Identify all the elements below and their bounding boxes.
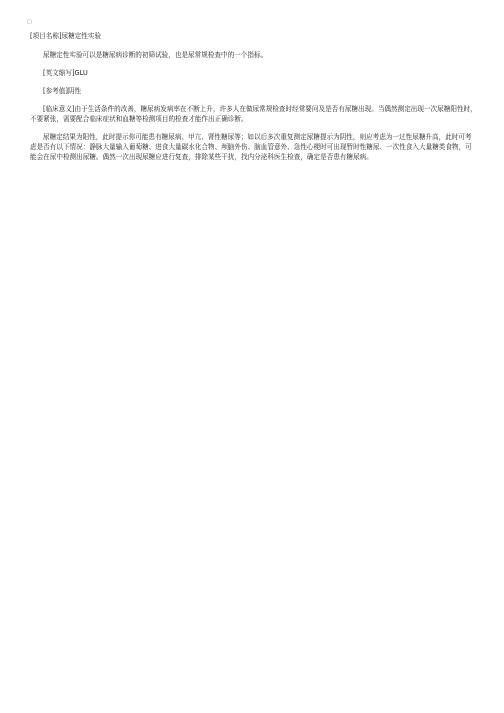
document-title: [项目名称]尿糖定性实验 bbox=[30, 32, 102, 40]
reference-value-line: [参考值]阴性 bbox=[43, 87, 82, 95]
document-body bbox=[30, 31, 478, 170]
result-paragraph: 尿糖定结果为阳性，此时提示你可能患有糖尿病、甲亢、肾性糖尿等；如以后多次重复测定尿糖提示为阴性，则应考虑为一过性尿糖升高，此时可考虑是否有以下情况：静脉大量输入葡萄糖、进食大量碳水化合物、颅脑外伤、脑血管意外、急性心梗时可出现暂时性糖尿、一次性食入大量糖类食物，可能会在尿中检测出尿糖。偶然一次出现尿糖应进行复查，排除某些干扰，找内分泌科医生检查，确定是否患有糖尿病。 bbox=[30, 133, 472, 161]
clinical-significance-paragraph: [临床意义]由于生活条件的改善，糖尿病发病率在不断上升，许多人在做尿常规检查时经常要问及是否有尿糖出现。当偶然测定出现一次尿糖阳性时，不要紧张，需要配合临床症状和血糖等检测项目的检查才能作出正确诊断。 bbox=[30, 105, 477, 123]
abbreviation-line: [英文缩写]GLU bbox=[43, 69, 88, 77]
intro-paragraph: 尿糖定性实验可以是糖尿病诊断的初筛试验，也是尿常规检查中的一个指标。 bbox=[43, 51, 268, 59]
corner-mark: □ bbox=[27, 19, 32, 25]
